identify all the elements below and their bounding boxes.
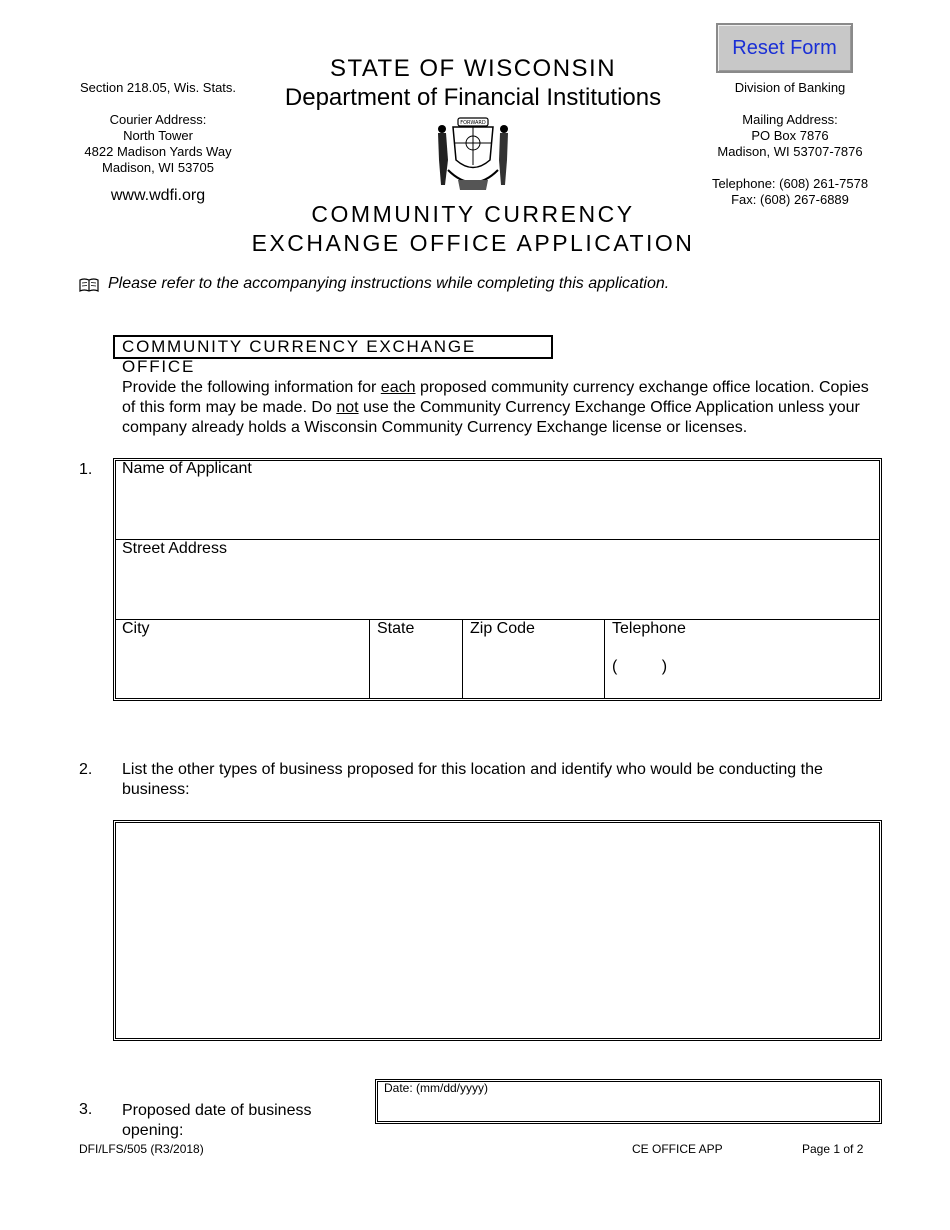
city-field[interactable] <box>115 618 369 699</box>
state-title: STATE OF WISCONSIN <box>329 55 617 82</box>
para-emphasis-not: not <box>336 399 359 416</box>
city-label: City <box>122 620 150 637</box>
form-code: CE OFFICE APP <box>632 1142 723 1156</box>
website-link[interactable]: www.wdfi.org <box>110 187 206 204</box>
instructions-note: Please refer to the accompanying instructions while completing this application. <box>108 275 670 292</box>
form-id: DFI/LFS/505 (R3/2018) <box>79 1142 204 1156</box>
telephone-number: Telephone: (608) 261-7578 <box>711 176 869 191</box>
telephone-area-code: ( ) <box>612 658 668 675</box>
statute-reference: Section 218.05, Wis. Stats. <box>79 80 237 95</box>
mailing-address-line2: Madison, WI 53707-7876 <box>717 144 863 159</box>
form-title <box>250 200 696 258</box>
courier-address-label: Courier Address: <box>109 112 207 127</box>
question-1-number: 1. <box>79 461 93 478</box>
state-label: State <box>377 620 415 637</box>
mailing-address-label: Mailing Address: <box>742 112 838 127</box>
question-3-text: Proposed date of business opening: <box>122 1102 312 1139</box>
courier-address-line1: North Tower <box>123 128 193 143</box>
street-address-label: Street Address <box>122 540 227 557</box>
page-number: Page 1 of 2 <box>802 1142 864 1156</box>
applicant-name-label: Name of Applicant <box>122 460 252 477</box>
para-emphasis-each: each <box>380 379 416 396</box>
wisconsin-seal-icon <box>428 115 518 197</box>
fax-number: Fax: (608) 267-6889 <box>731 192 849 207</box>
svg-text:FORWARD: FORWARD <box>460 120 486 126</box>
street-address-field[interactable] <box>115 538 879 619</box>
other-business-textarea[interactable] <box>113 820 882 1041</box>
para-text-1: Provide the following information for <box>122 379 381 396</box>
zip-code-field[interactable] <box>463 618 604 699</box>
telephone-field[interactable] <box>605 618 879 699</box>
department-title: Department of Financial Institutions <box>284 84 662 111</box>
state-field[interactable] <box>370 618 462 699</box>
reset-form-button[interactable]: Reset Form <box>716 23 853 73</box>
form-title-line2: EXCHANGE OFFICE APPLICATION <box>251 230 695 256</box>
section-intro-paragraph <box>122 378 872 438</box>
para-text-3: use the Community Currency Exchange Office Application unless your company already holds a Wisconsin Community Currency Exchange license or licenses. <box>122 399 860 436</box>
para-text-2: proposed community currency exchange office location. Copies of this form may be made. Do <box>122 379 869 416</box>
mailing-address-line1: PO Box 7876 <box>751 128 829 143</box>
courier-address-line2: 4822 Madison Yards Way <box>84 144 232 159</box>
question-3-number: 3. <box>79 1101 93 1118</box>
section-title: COMMUNITY CURRENCY EXCHANGE OFFICE <box>113 335 553 359</box>
open-book-icon <box>79 277 99 293</box>
zip-code-label: Zip Code <box>470 620 535 637</box>
left-address-block <box>68 80 248 206</box>
telephone-label: Telephone <box>612 620 686 637</box>
form-title-line1: COMMUNITY CURRENCY <box>311 201 635 227</box>
applicant-name-field[interactable] <box>115 458 879 539</box>
courier-address-line3: Madison, WI 53705 <box>101 160 214 175</box>
division-name: Division of Banking <box>734 80 846 95</box>
opening-date-label: Date: (mm/dd/yyyy) <box>384 1081 489 1095</box>
question-2-text: List the other types of business proposed for this location and identify who would be conducting the business: <box>122 761 823 798</box>
question-2-number: 2. <box>79 761 93 778</box>
right-address-block <box>700 80 880 208</box>
